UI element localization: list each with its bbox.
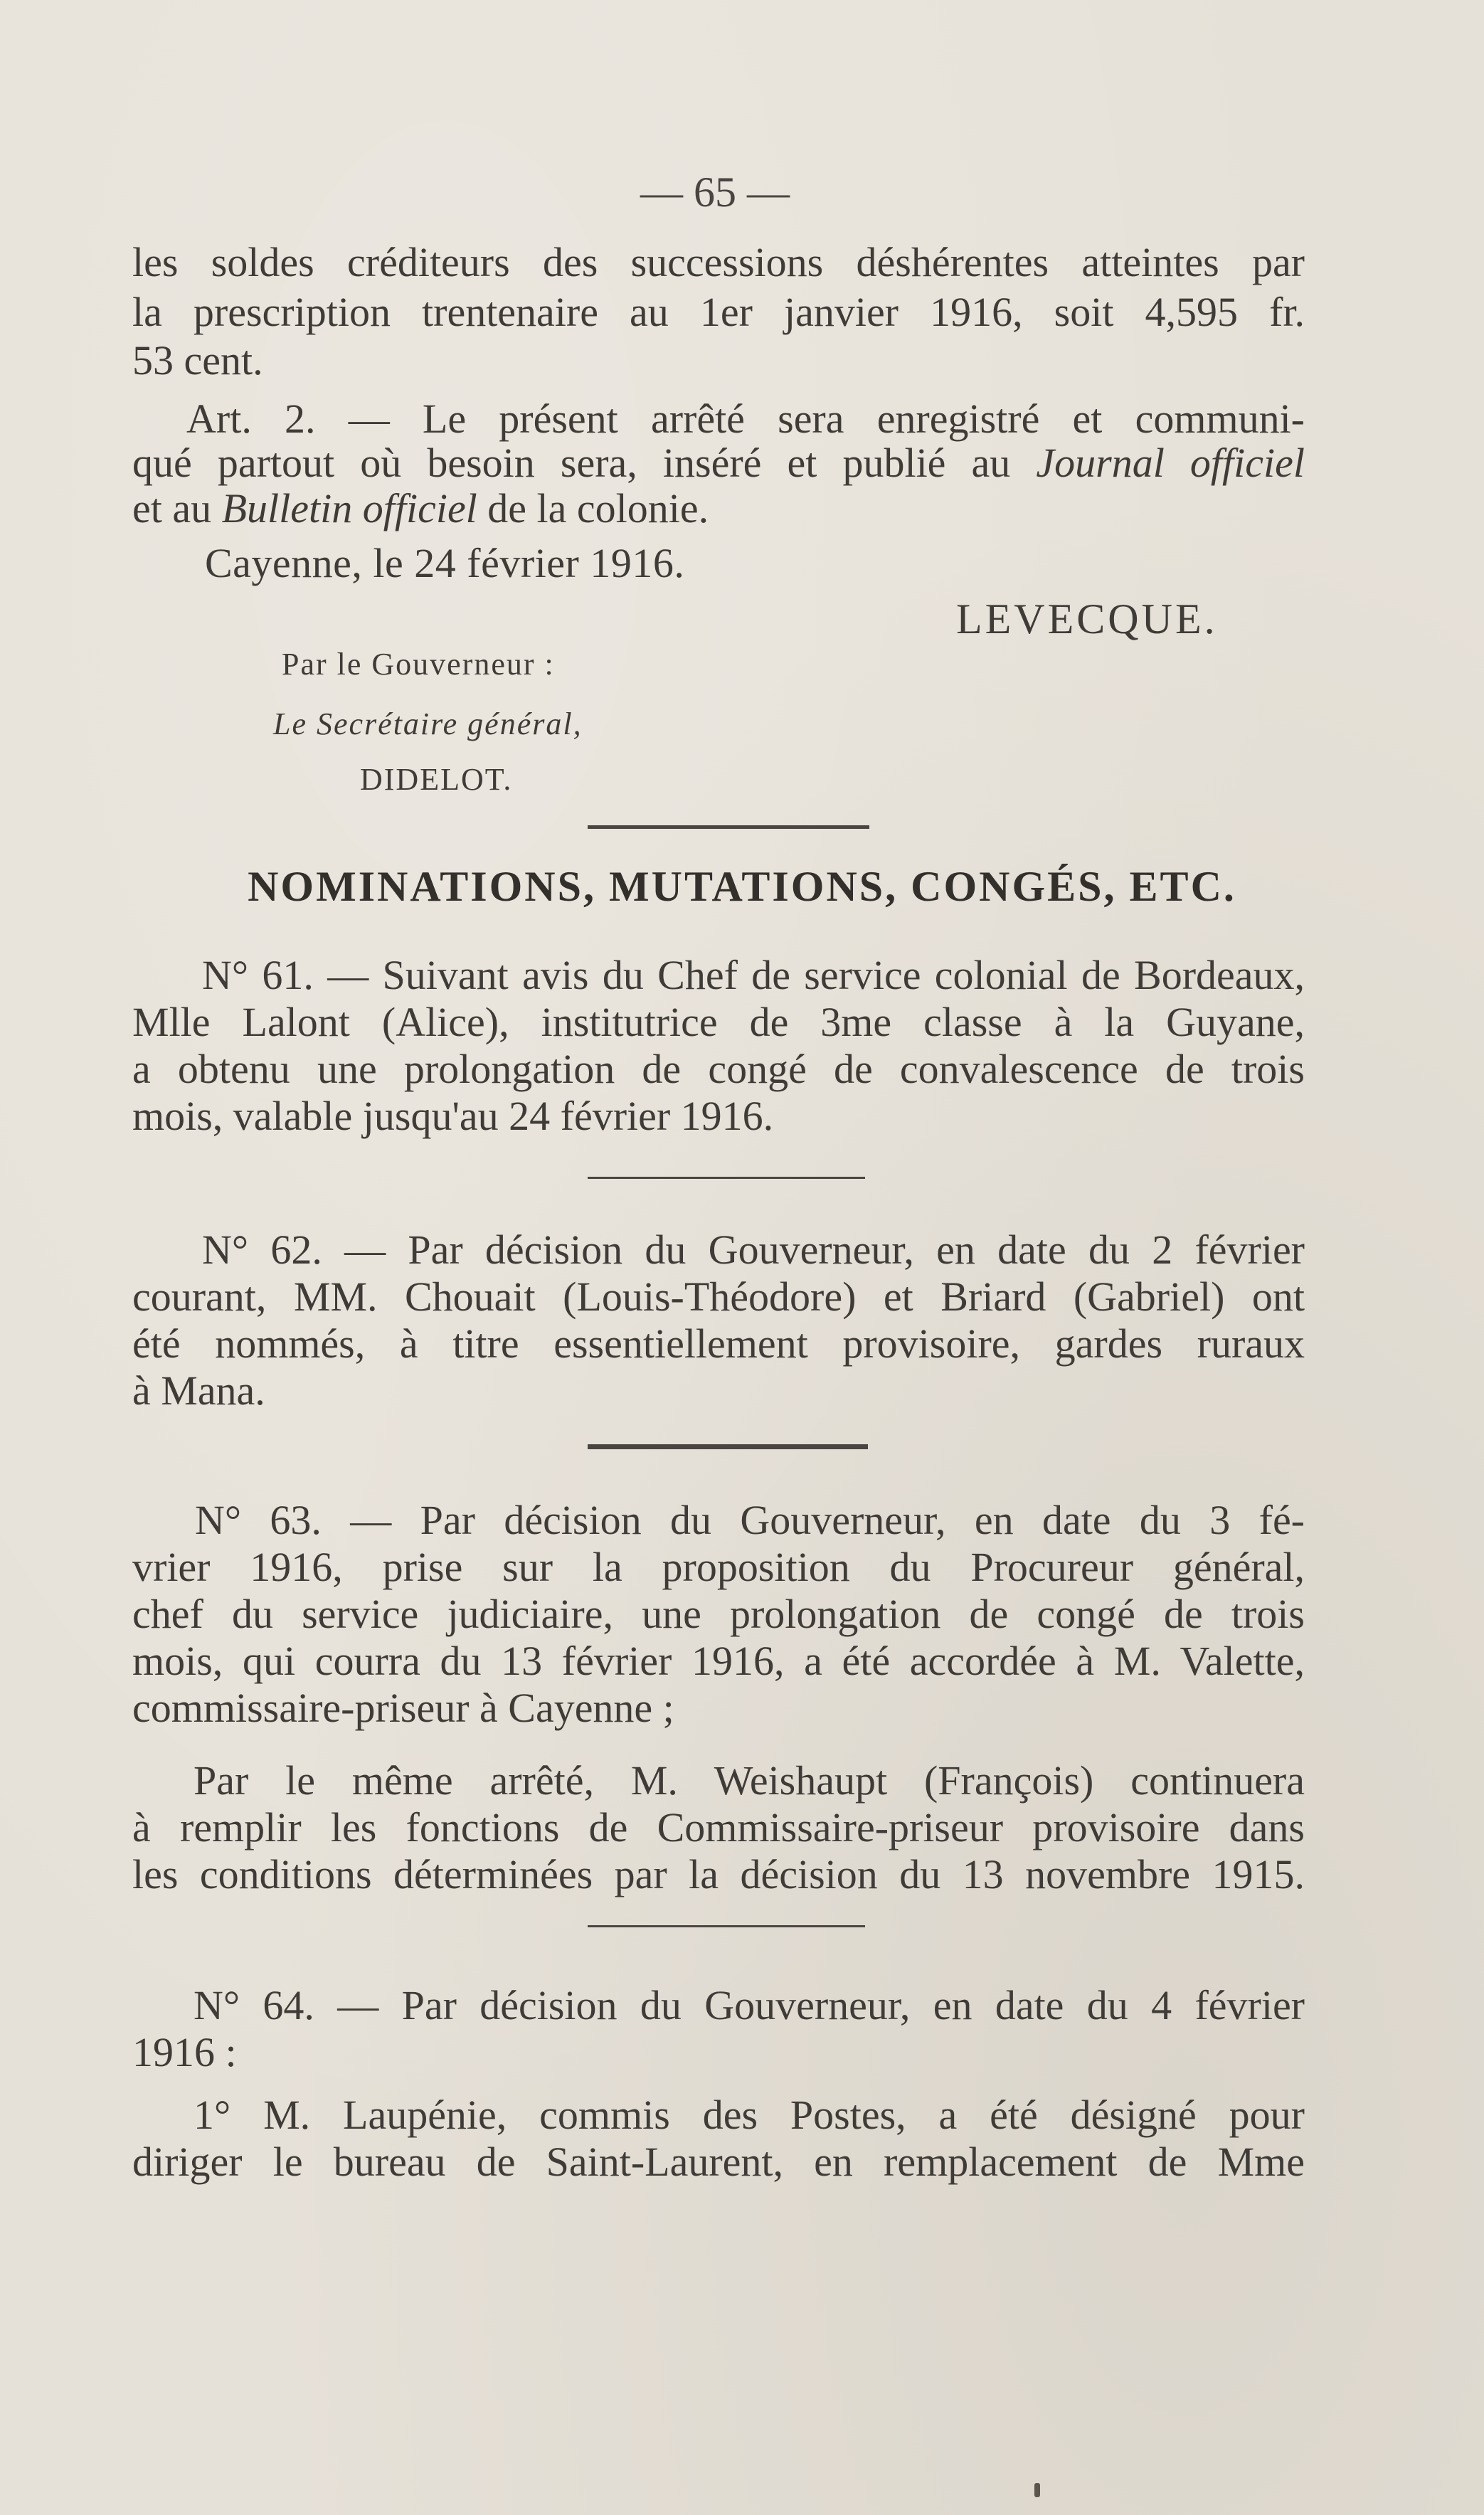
n61-line-2: Mlle Lalont (Alice), institutrice de 3me classe à la Guyane, [132, 999, 1305, 1045]
opening-line-1: les soldes créditeurs des successions déshérentes atteintes par [132, 239, 1305, 285]
place-date: Cayenne, le 24 février 1916. [205, 540, 685, 586]
article2-line-1: Art. 2. — Le présent arrêté sera enregistré et communi- [186, 396, 1305, 442]
n63-line-2: vrier 1916, prise sur la proposition du Procureur général, [132, 1544, 1305, 1590]
n63-line-3: chef du service judiciaire, une prolongation de congé de trois [132, 1591, 1305, 1637]
separator-rule [588, 1444, 868, 1449]
page-number: — 65 — [640, 169, 790, 216]
article2-line-2 [132, 440, 1305, 487]
article2-line-3-text: et au [132, 485, 222, 531]
n62-line-1: N° 62. — Par décision du Gouverneur, en date du 2 février [202, 1227, 1305, 1273]
journal-officiel: Journal officiel [1036, 440, 1305, 486]
secretary-name: DIDELOT. [360, 762, 513, 797]
signatory: LEVECQUE. [956, 595, 1218, 642]
n63-line-5: commissaire-priseur à Cayenne ; [132, 1685, 674, 1731]
n63-para2-line-3: les conditions déterminées par la décision du 13 novembre 1915. [132, 1851, 1305, 1897]
n61-line-1: N° 61. — Suivant avis du Chef de service colonial de Bordeaux, [202, 952, 1305, 998]
opening-line-2: la prescription trentenaire au 1er janvier 1916, soit 4,595 fr. [132, 289, 1305, 335]
by-governor: Par le Gouverneur : [282, 647, 555, 682]
n63-line-1: N° 63. — Par décision du Gouverneur, en date du 3 fé- [195, 1497, 1305, 1543]
separator-rule [588, 825, 869, 829]
n64-line-2: 1916 : [132, 2029, 237, 2075]
opening-line-3: 53 cent. [132, 337, 263, 383]
n63-line-4: mois, qui courra du 13 février 1916, a été accordée à M. Valette, [132, 1638, 1305, 1684]
n62-line-4: à Mana. [132, 1367, 265, 1414]
n61-line-3: a obtenu une prolongation de congé de convalescence de trois [132, 1046, 1305, 1092]
n61-line-4: mois, valable jusqu'au 24 février 1916. [132, 1093, 774, 1139]
article2-line-2-text: qué partout où besoin sera, inséré et publié au [132, 440, 1037, 486]
article2-line-3 [132, 485, 1305, 532]
separator-rule [588, 1177, 865, 1179]
n64-para2-line-1: 1° M. Laupénie, commis des Postes, a été désigné pour [194, 2092, 1305, 2138]
separator-rule [588, 1925, 865, 1927]
n63-para2-line-2: à remplir les fonctions de Commissaire-priseur provisoire dans [132, 1804, 1305, 1850]
n64-para2-line-2: diriger le bureau de Saint-Laurent, en remplacement de Mme [132, 2139, 1305, 2185]
bulletin-officiel: Bulletin officiel [221, 485, 477, 531]
n64-line-1: N° 64. — Par décision du Gouverneur, en date du 4 février [194, 1982, 1305, 2028]
n62-line-3: été nommés, à titre essentiellement provisoire, gardes ruraux [132, 1320, 1305, 1367]
n62-line-2: courant, MM. Chouait (Louis-Théodore) et Briard (Gabriel) ont [132, 1274, 1305, 1320]
article2-line-3-tail: de la colonie. [477, 485, 709, 531]
n63-para2-line-1: Par le même arrêté, M. Weishaupt (François) continuera [194, 1757, 1305, 1804]
section-heading: NOMINATIONS, MUTATIONS, CONGÉS, ETC. [248, 863, 1236, 910]
secretary-title: Le Secrétaire général, [273, 706, 583, 741]
ink-speck [1034, 2483, 1040, 2497]
